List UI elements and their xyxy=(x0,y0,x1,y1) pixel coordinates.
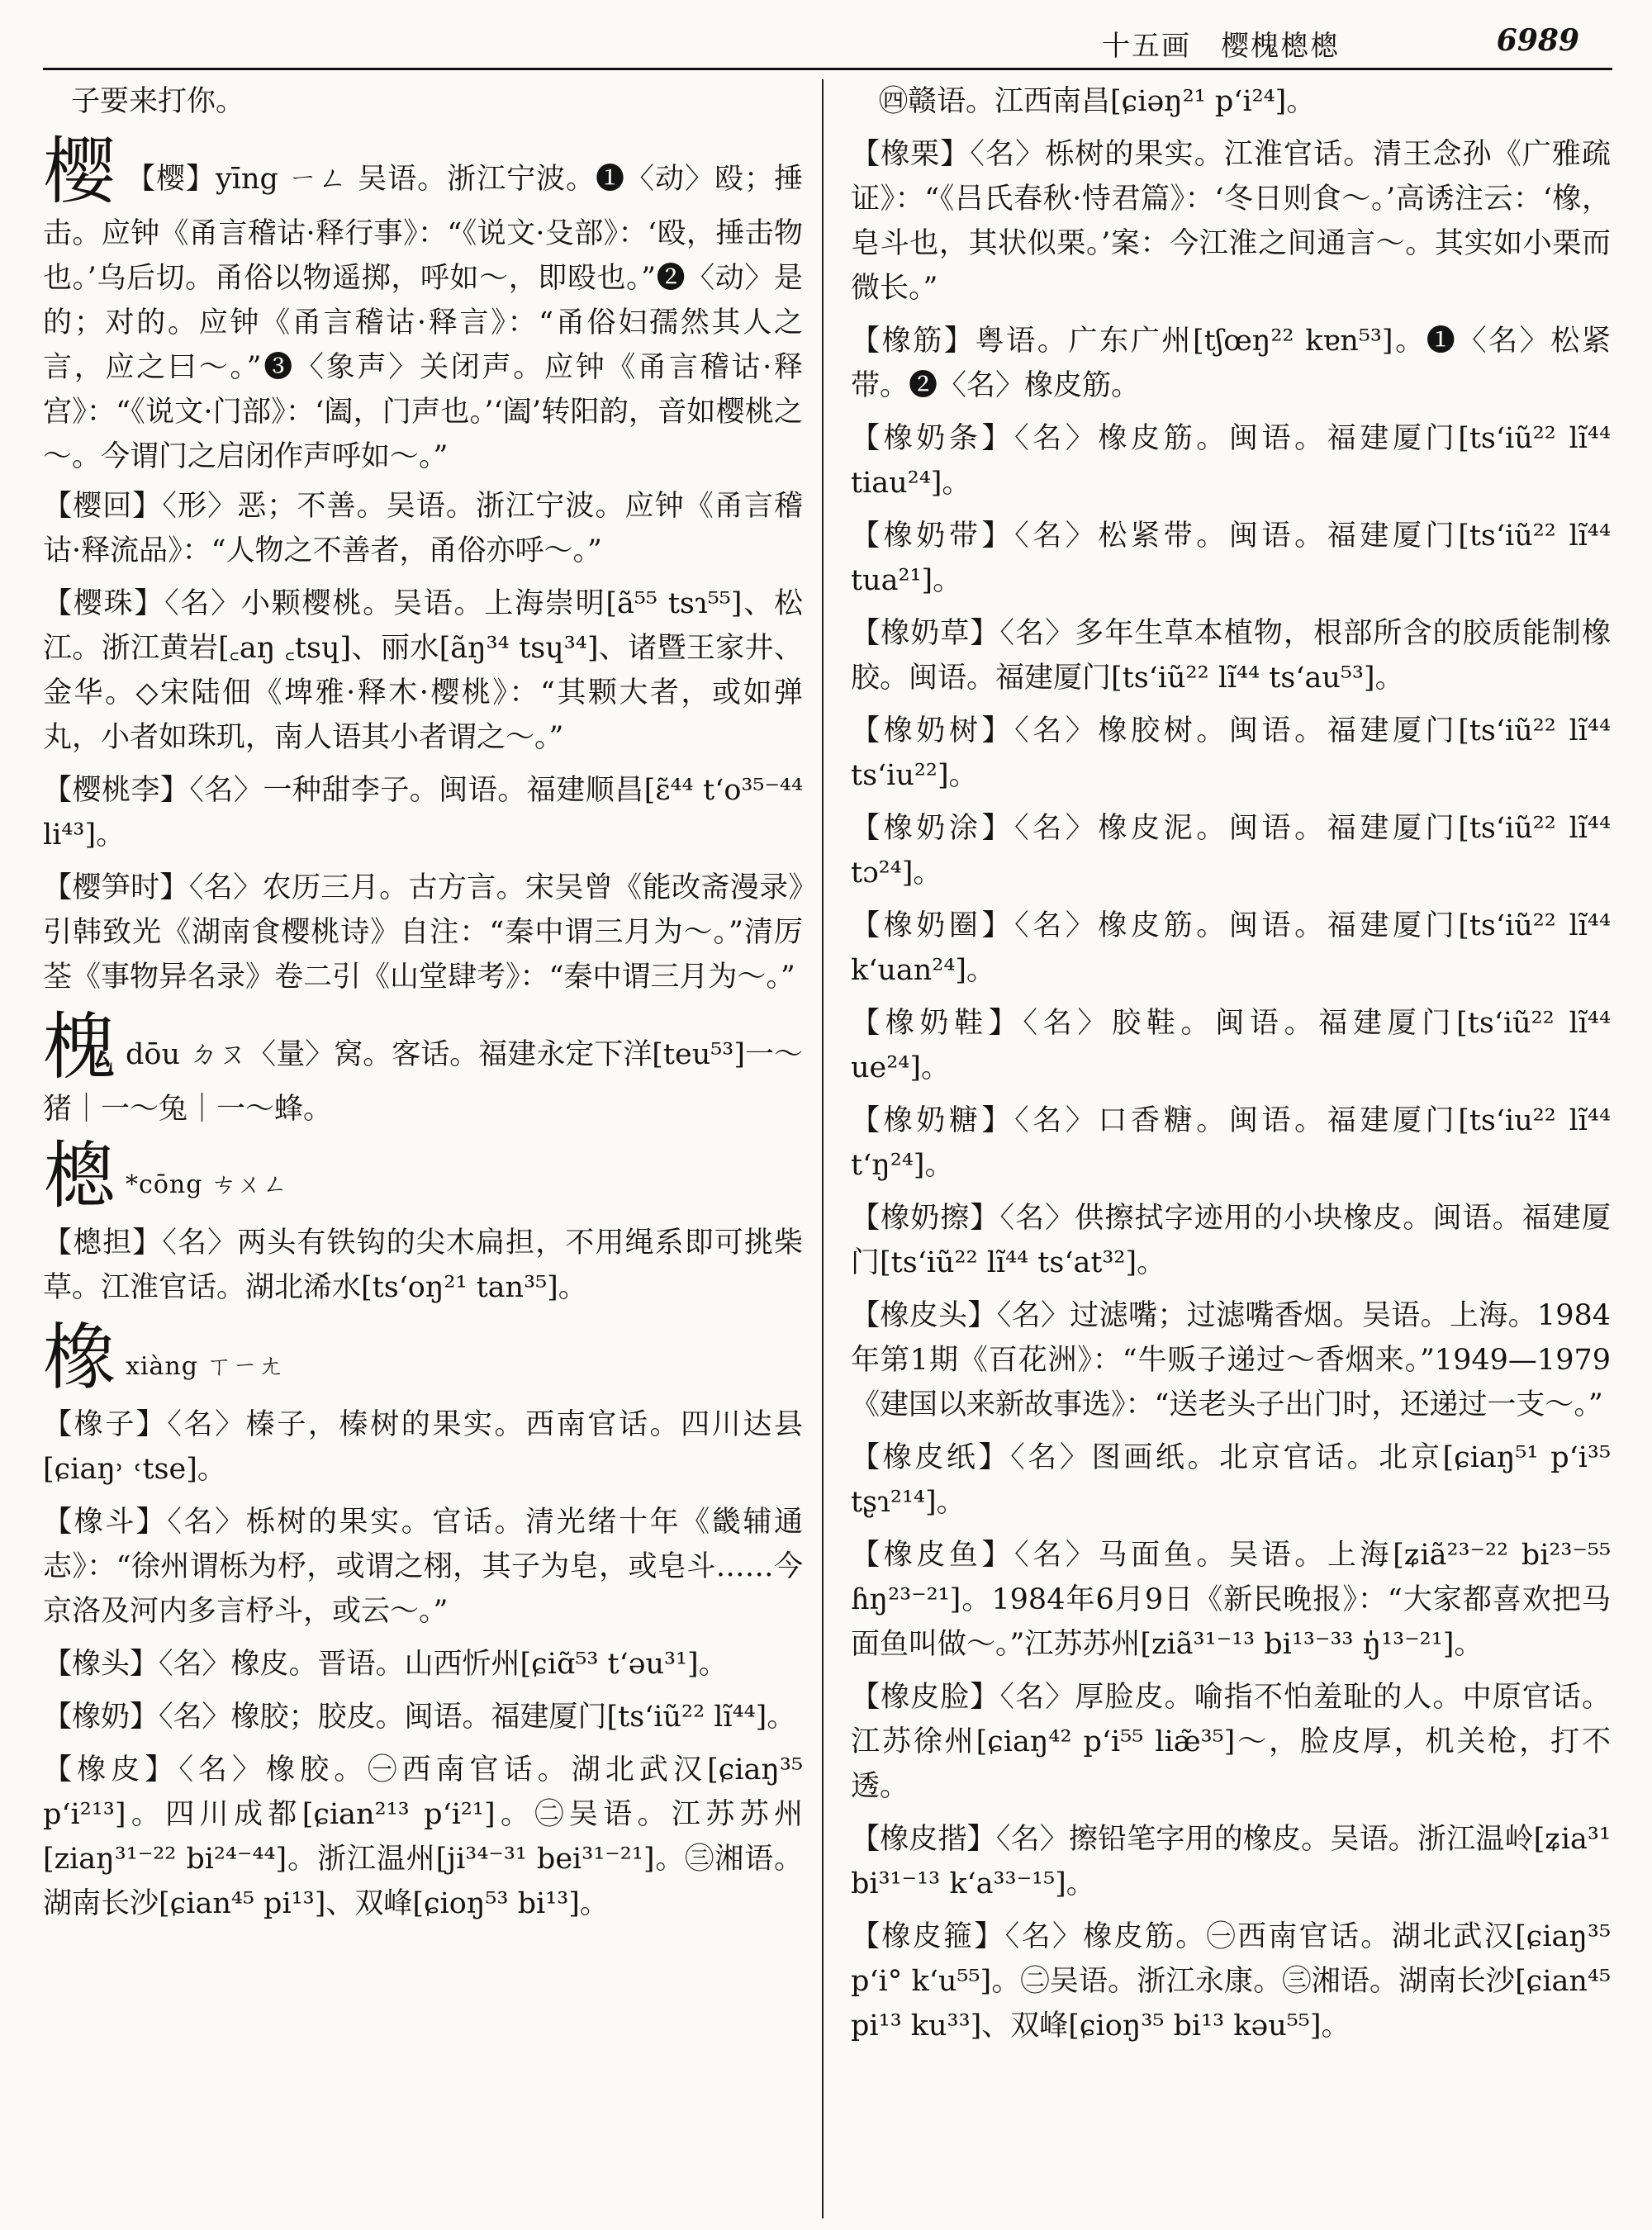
entry-naixie: 【橡奶鞋】〈名〉胶鞋。闽语。福建厦门[tsʻiũ²² lĩ⁴⁴ ue²⁴]。 xyxy=(851,1007,1611,1084)
pinyin: *cōng ㄘㄨㄥ xyxy=(126,1170,288,1199)
entry-naitang: 【橡奶糖】〈名〉口香糖。闽语。福建厦门[tsʻiu²² lĩ⁴⁴ tʻŋ²⁴]。 xyxy=(851,1104,1611,1182)
page-number: 6989 xyxy=(1496,23,1579,58)
entry-yingtaoli: 【樱桃李】〈名〉一种甜李子。闽语。福建顺昌[ɛ̃⁴⁴ tʻo³⁵⁻⁴⁴ li⁴³]。 xyxy=(43,774,803,852)
entry-naicao: 【橡奶草】〈名〉多年生草本植物，根部所含的胶质能制橡胶。闽语。福建厦门[tsʻiũ²² lĩ⁴⁴ tsʻau⁵³]。 xyxy=(851,617,1611,695)
entry-naishu: 【橡奶树】〈名〉橡胶树。闽语。福建厦门[tsʻiũ²² lĩ⁴⁴ tsʻiu²²]。 xyxy=(851,714,1611,792)
entry-text: dōu ㄉㄡ〈量〉窝。客话。福建永定下洋[teu⁵³]一～猪｜一～兔｜一～蜂。 xyxy=(43,1038,803,1126)
headword-xiang xyxy=(43,1315,803,1400)
entry-xiangli: 【橡栗】〈名〉栎树的果实。江淮官话。清王念孙《广雅疏证》：“《吕氏春秋·恃君篇》：‘冬日则食～。’高诱注云：‘橡，皂斗也，其状似栗。’案：今江淮之间通言～。其实如小栗而微长。” xyxy=(851,138,1611,305)
entry-pilian: 【橡皮脸】〈名〉厚脸皮。喻指不怕羞耻的人。中原官话。江苏徐州[ɕiaŋ⁴² pʻi⁵⁵ liæ̃³⁵]～，脸皮厚，机关枪，打不透。 xyxy=(851,1681,1611,1803)
entry-pizhi: 【橡皮纸】〈名〉图画纸。北京官话。北京[ɕiaŋ⁵¹ pʻi³⁵ tʂɿ²¹⁴]。 xyxy=(851,1441,1611,1519)
entry-yingzhu: 【樱珠】〈名〉小颗樱桃。吴语。上海崇明[ã⁵⁵ tsɿ⁵⁵]、松江。浙江黄岩[꜀aŋ ꜀tsɥ]、丽水[ãŋ³⁴ tsɥ³⁴]、诸暨王家井、金华。◇宋陆佃《埤雅·释木·樱桃》：“其颗大者，或如弹丸，小者如珠玑，南人语其小者谓之～。” xyxy=(43,587,803,754)
entry-pigu: 【橡皮箍】〈名〉橡皮筋。㊀西南官话。湖北武汉[ɕiaŋ³⁵ pʻi° kʻu⁵⁵]。㊁吴语。浙江永康。㊂湘语。湖南长沙[ɕian⁴⁵ pi¹³ ku³³]、双峰[ɕioŋ³⁵ bi¹³ kəu⁵⁵]。 xyxy=(851,1920,1611,2043)
continued-text: ㊃赣语。江西南昌[ɕiəŋ²¹ pʻi²⁴]。 xyxy=(879,85,1316,118)
continued-text: 子要来打你。 xyxy=(71,85,245,118)
entry-text: 【樱】yīng ㄧㄥ 吴语。浙江宁波。❶〈动〉殴；捶击。应钟《甬言稽诂·释行事》：“《说文·殳部》：‘殴，捶击物也。’乌后切。甬俗以物遥掷，呼如～，即殴也。”❷〈动〉是的；对的。应钟《甬言稽诂·释言》：“甬俗妇孺然其人之言，应之曰～。”❸〈象声〉关闭声。应钟《甬言稽诂·释宫》：“《说文·门部》：‘阖，门声也。’‘阖’转阳韵，音如樱桃之～。今谓门之启闭作声呼如～。” xyxy=(43,163,803,473)
right-column xyxy=(851,79,1611,2218)
header-title: 十五画 樱槐樬樬 xyxy=(1102,30,1340,63)
entry-naica: 【橡奶擦】〈名〉供擦拭字迹用的小块橡皮。闽语。福建厦门[tsʻiũ²² lĩ⁴⁴ tsʻat³²]。 xyxy=(851,1202,1611,1279)
headword-dou xyxy=(43,1004,803,1132)
entry-yinghui: 【樱回】〈形〉恶；不善。吴语。浙江宁波。应钟《甬言稽诂·释流品》：“人物之不善者，甬俗亦呼～。” xyxy=(43,490,803,567)
headword-cong xyxy=(43,1133,803,1218)
entry-xiangjin: 【橡筋】粤语。广东广州[tʃœŋ²² kɐn⁵³]。❶〈名〉松紧带。❷〈名〉橡皮筋。 xyxy=(851,325,1611,402)
entry-piyu: 【橡皮鱼】〈名〉马面鱼。吴语。上海[ʑiã²³⁻²² bi²³⁻⁵⁵ ɦŋ²³⁻²¹]。1984年6月9日《新民晚报》：“大家都喜欢把马面鱼叫做～。”江苏苏州[ziã³¹⁻¹³ bi¹³⁻³³ ŋ̍¹³⁻²¹]。 xyxy=(851,1539,1611,1661)
entry-naitu: 【橡奶涂】〈名〉橡皮泥。闽语。福建厦门[tsʻiũ²² lĩ⁴⁴ tɔ²⁴]。 xyxy=(851,812,1611,890)
entry-pikai: 【橡皮揩】〈名〉擦铅笔字用的橡皮。吴语。浙江温岭[ʑia³¹ bi³¹⁻¹³ kʻa³³⁻¹⁵]。 xyxy=(851,1823,1611,1900)
entry-yingsunshi: 【樱笋时】〈名〉农历三月。古方言。宋吴曾《能改斋漫录》引韩致光《湖南食樱桃诗》自注：“秦中谓三月为～。”清厉荃《事物异名录》卷二引《山堂肆考》：“秦中谓三月为～。” xyxy=(43,871,803,994)
column-divider xyxy=(822,79,824,2218)
pinyin: xiàng ㄒㄧㄤ xyxy=(126,1352,284,1381)
head-char: 槐 xyxy=(43,1004,116,1089)
left-column xyxy=(43,79,803,2218)
entry-congdan: 【樬担】〈名〉两头有铁钩的尖木扁担，不用绳系即可挑柴草。江淮官话。湖北浠水[tsʻoŋ²¹ tan³⁵]。 xyxy=(43,1226,803,1304)
entry-pitou: 【橡皮头】〈名〉过滤嘴；过滤嘴香烟。吴语。上海。1984年第1期《百花洲》：“牛贩子递过～香烟来。”1949—1979《建国以来新故事选》：“送老头子出门时，还递过一支～。” xyxy=(851,1299,1611,1421)
entry-xiangdou: 【橡斗】〈名〉栎树的果实。官话。清光绪十年《畿辅通志》：“徐州谓栎为杼，或谓之栩，其子为皂，或皂斗……今京洛及河内多言杼斗，或云～。” xyxy=(43,1506,803,1628)
entry-naidai: 【橡奶带】〈名〉松紧带。闽语。福建厦门[tsʻiũ²² lĩ⁴⁴ tua²¹]。 xyxy=(851,520,1611,597)
entry-naitiao: 【橡奶条】〈名〉橡皮筋。闽语。福建厦门[tsʻiũ²² lĩ⁴⁴ tiau²⁴]。 xyxy=(851,422,1611,500)
page-header xyxy=(43,23,1612,70)
entry-xiangpi: 【橡皮】〈名〉橡胶。㊀西南官话。湖北武汉[ɕiaŋ³⁵ pʻi²¹³]。四川成都[ɕian²¹³ pʻi²¹]。㊁吴语。江苏苏州[ziaŋ³¹⁻²² bi²⁴⁻⁴⁴]。浙江温州[ji³⁴⁻³¹ bei³¹⁻²¹]。㊂湘语。湖南长沙[ɕian⁴⁵ pi¹³]、双峰[ɕioŋ⁵³ bi¹³]。 xyxy=(43,1753,803,1920)
entry-xiangtou: 【橡头】〈名〉橡皮。晋语。山西忻州[ɕiɑ̃⁵³ tʻəu³¹]。 xyxy=(43,1648,728,1681)
head-char: 橡 xyxy=(43,1315,116,1400)
head-char: 樱 xyxy=(43,129,116,214)
entry-naiquan: 【橡奶圈】〈名〉橡皮筋。闽语。福建厦门[tsʻiũ²² lĩ⁴⁴ kʻuan²⁴]。 xyxy=(851,909,1611,987)
head-char: 樬 xyxy=(43,1133,116,1218)
entry-xiangnai: 【橡奶】〈名〉橡胶；胶皮。闽语。福建厦门[tsʻiũ²² lĩ⁴⁴]。 xyxy=(43,1701,796,1734)
entry-xiangzi: 【橡子】〈名〉榛子，榛树的果实。西南官话。四川达县[ɕiaŋ˒ ˓tse]。 xyxy=(43,1408,803,1486)
headword-ying xyxy=(43,129,803,479)
